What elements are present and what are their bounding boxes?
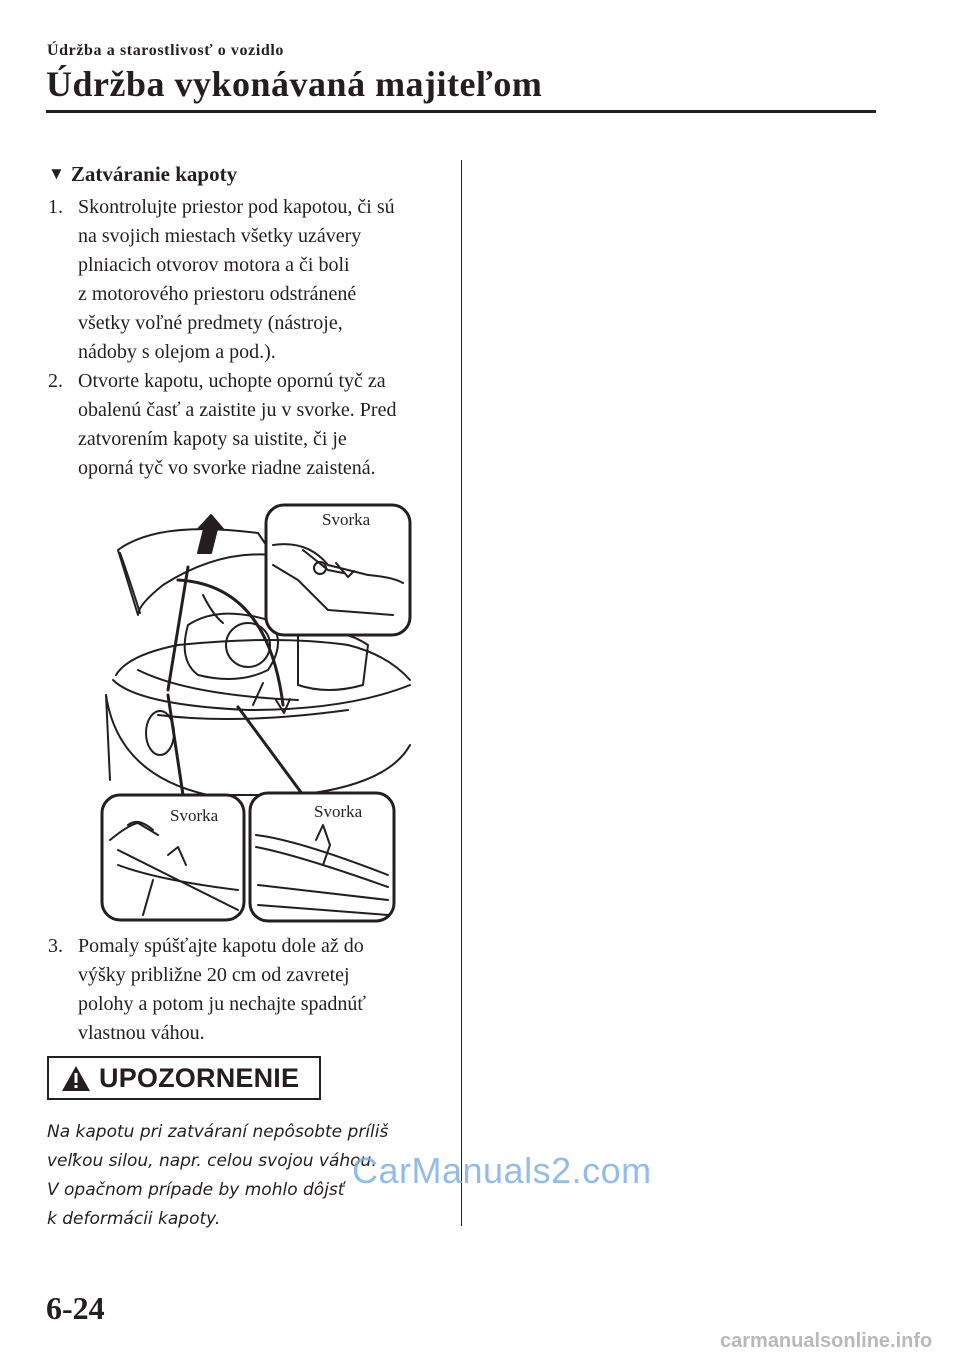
warning-line: Na kapotu pri zatváraní nepôsobte príliš [47, 1122, 389, 1142]
section-heading-text: Zatváranie kapoty [70, 162, 238, 186]
step-number: 1. [48, 196, 63, 218]
step-line: plniacich otvorov motora a či boli [78, 254, 350, 276]
step-line: z motorového priestoru odstránené [78, 283, 357, 305]
page-number: 6-24 [46, 1290, 105, 1326]
step-line: polohy a potom ju nechajte spadnúť [78, 993, 366, 1015]
step-line: na svojich miestach všetky uzávery [78, 225, 362, 247]
header-rule [46, 110, 876, 113]
section-header: Údržba a starostlivosť o vozidlo [47, 42, 285, 59]
hood-illustration-svg [98, 495, 418, 925]
step-line: oporná tyč vo svorke riadne zaistená. [78, 457, 376, 479]
steps-list [48, 193, 448, 483]
step-item [48, 193, 448, 367]
figure-label-clip-top: Svorka [322, 510, 371, 529]
step-line: zatvorením kapoty sa uistite, či je [78, 428, 347, 450]
step-item [48, 932, 448, 1048]
step-line: výšky približne 20 cm od zavretej [78, 964, 350, 986]
warning-line: veľkou silou, napr. celou svojou váhou. [47, 1151, 377, 1171]
step-line: vlastnou váhou. [78, 1022, 205, 1044]
step-line: všetky voľné predmety (nástroje, [78, 312, 343, 334]
warning-title: UPOZORNENIE [99, 1062, 300, 1093]
warning-box [47, 1056, 321, 1100]
watermark: CarManuals2.com [352, 1150, 652, 1191]
step-item [48, 367, 448, 483]
step-number: 2. [48, 370, 63, 392]
figure-label-clip-bottom-right: Svorka [314, 802, 363, 821]
left-column [48, 155, 448, 483]
step-line: nádoby s olejom a pod.). [78, 341, 276, 363]
triangle-down-icon: ▼ [48, 164, 65, 183]
warning-triangle-icon [61, 1065, 91, 1092]
figure-label-clip-bottom-left: Svorka [170, 806, 219, 825]
step-line: obalenú časť a zaistite ju v svorke. Pred [78, 399, 397, 421]
step-number: 3. [48, 935, 63, 957]
hood-prop-rod-illustration [98, 495, 418, 925]
page-title: Údržba vykonávaná majiteľom [46, 64, 543, 104]
step-line: Skontrolujte priestor pod kapotou, či sú [78, 196, 395, 218]
step-line: Otvorte kapotu, uchopte opornú tyč za [78, 370, 386, 392]
column-divider [461, 160, 462, 1226]
section-heading [48, 155, 448, 193]
footer-watermark: carmanualsonline.info [720, 1330, 933, 1352]
step-line: Pomaly spúšťajte kapotu dole až do [78, 935, 364, 957]
warning-line: k deformácii kapoty. [47, 1209, 221, 1229]
steps-list-continued [48, 932, 448, 1048]
warning-line: V opačnom prípade by mohlo dôjsť [47, 1180, 345, 1200]
